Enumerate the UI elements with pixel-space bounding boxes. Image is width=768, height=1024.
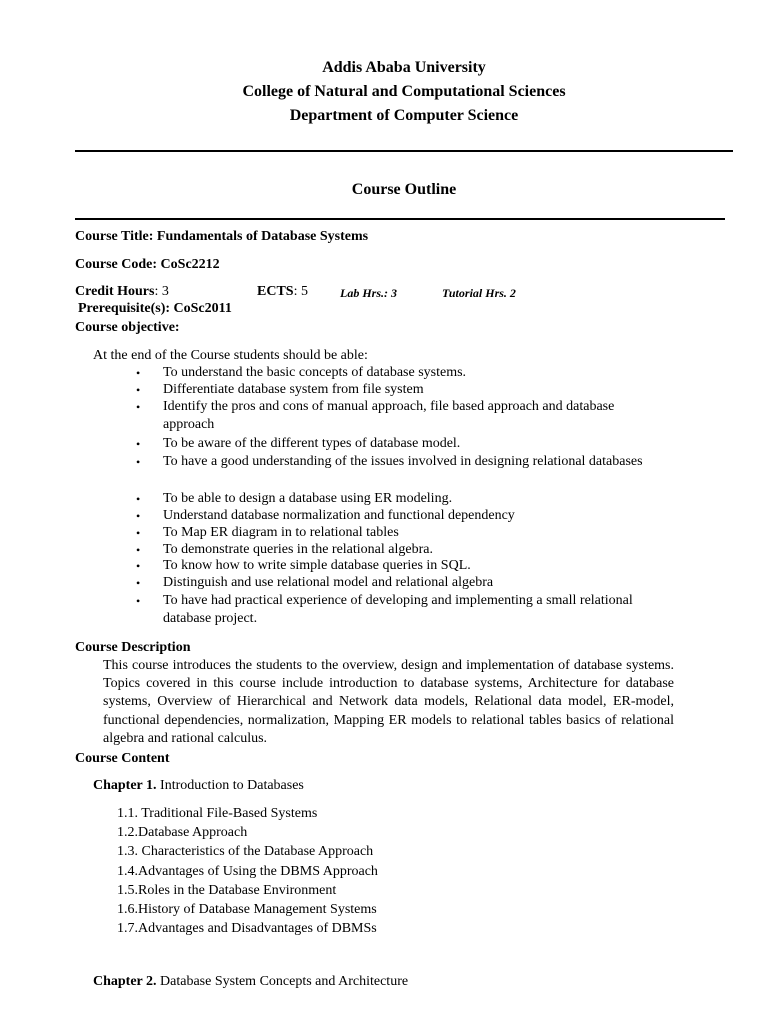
bullet: • [136,543,141,557]
objective-item: To be able to design a database using ER modeling. [163,491,453,506]
university-name: Addis Ababa University [322,59,486,76]
lab-hours: Lab Hrs.: 3 [340,286,397,300]
section-item: 1.1. Traditional File-Based Systems [117,806,318,821]
header-divider [75,150,733,152]
course-title-line [75,229,368,245]
credit-hours-value: : 3 [154,284,169,299]
content-heading: Course Content [75,751,170,766]
description-heading: Course Description [75,640,191,655]
objectives-intro: At the end of the Course students should be able: [93,348,368,363]
chapter-1-heading [93,778,304,794]
bullet: • [136,594,141,608]
chapter-2-label: Chapter 2. [93,974,157,989]
department-name: Department of Computer Science [289,107,519,124]
ects-label: ECTS [257,284,294,299]
bullet: • [136,383,141,397]
objective-item: To know how to write simple database queries in SQL. [163,558,471,573]
page-title: Course Outline [351,181,457,198]
section-item: 1.5.Roles in the Database Environment [117,883,337,898]
bullet: • [136,492,141,506]
objective-item: Understand database normalization and functional dependency [163,508,515,523]
objective-heading: Course objective: [75,320,180,335]
bullet: • [136,437,141,451]
chapter-2-title: Database System Concepts and Architecture [156,974,409,989]
description-text: This course introduces the students to the overview, design and implementation of database systems. Topics covered in this course include introduction to database systems, Architecture for database systems, Overview of Hierarchical and Network data models, Relational data model, ER-model, functional dependencies, normalization, Mapping ER models to relational tables basics of relational algebra and rational calculus. [103,658,674,746]
section-item: 1.3. Characteristics of the Database Approach [117,844,374,859]
chapter-2-heading [93,974,408,990]
credit-hours [75,284,169,300]
title-divider [75,218,725,220]
section-item: 1.2.Database Approach [117,825,248,840]
bullet: • [136,366,141,380]
objective-item: To understand the basic concepts of database systems. [163,365,467,380]
ects [257,284,308,300]
objective-item: To be aware of the different types of database model. [163,436,461,451]
bullet: • [136,526,141,540]
objective-item: Distinguish and use relational model and relational algebra [163,575,494,590]
credit-hours-label: Credit Hours [75,284,155,299]
section-item: 1.7.Advantages and Disadvantages of DBMSs [117,921,377,936]
section-item: 1.4.Advantages of Using the DBMS Approach [117,864,378,879]
course-title-label: Course Title [75,229,149,244]
objective-item: To Map ER diagram in to relational tables [163,525,399,540]
objective-item: To demonstrate queries in the relational algebra. [163,542,433,557]
objective-item: Differentiate database system from file system [163,382,424,397]
bullet: • [136,400,141,414]
objective-item: Identify the pros and cons of manual approach, file based approach and database approach [163,399,615,432]
course-title-value: : Fundamentals of Database Systems [148,229,369,244]
course-code: Course Code: CoSc2212 [75,257,220,272]
college-name: College of Natural and Computational Sciences [242,83,566,100]
objective-item: To have a good understanding of the issues involved in designing relational databases [163,454,643,469]
chapter-1-label: Chapter 1. [93,778,157,793]
tutorial-hours: Tutorial Hrs. 2 [442,286,516,300]
chapter-1-title: Introduction to Databases [156,778,304,793]
bullet: • [136,559,141,573]
objective-item: To have had practical experience of developing and implementing a small relational database project. [163,593,633,626]
bullet: • [136,509,141,523]
prerequisite: Prerequisite(s): CoSc2011 [78,301,232,316]
section-item: 1.6.History of Database Management Systems [117,902,377,917]
bullet: • [136,576,141,590]
bullet: • [136,455,141,469]
ects-value: : 5 [293,284,308,299]
